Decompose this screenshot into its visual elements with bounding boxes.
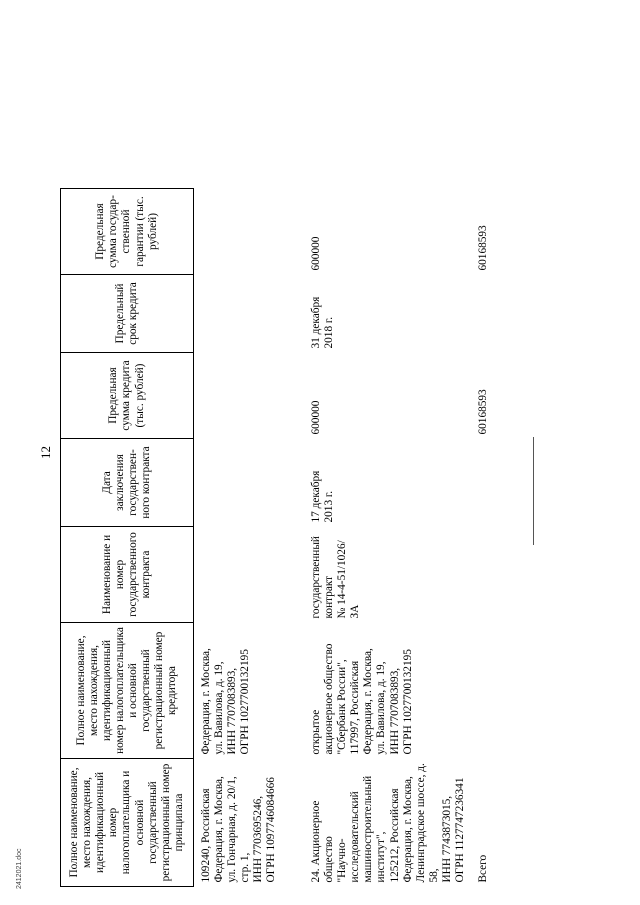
principal-cell: 109240, Российская Федерация, г. Москва, ул. Гончарная, д. 20/1, стр. 1, ИНН 7703695246, ОГРН 1097746084666 (200, 776, 278, 883)
creditor-cell: Федерация, г. Москва, ул. Вавилова, д. 19, ИНН 7707083893, ОГРН 1027700132195 (200, 648, 252, 755)
table-total-row (471, 189, 494, 887)
principal-cell: 24. Акционерное общество "Научно-исследовательский машиностроительный институт", 125212, Российская Федерация, г. Москва, Ленинградское шоссе, д. 58, ИНН 7743873015, ОГРН 1127747236341 (310, 763, 467, 883)
creditor-cell: открытое акционерное общество "Сбербанк России", 117997, Российская Федерация, г. Москва, ул. Вавилова, д. 19, ИНН 7707083893, ОГРН 1027700132195 (310, 643, 414, 755)
contract-cell (471, 527, 494, 623)
contract-cell: государственный контракт № 14-4-51/1026/ЗА (310, 536, 362, 619)
table-row (194, 189, 305, 887)
credit-sum-cell (194, 353, 305, 439)
total-guarantee-sum: 60168593 (477, 225, 490, 271)
contract-cell (194, 527, 305, 623)
table-header-row (61, 189, 194, 887)
term-cell: 31 декабря 2018 г. (310, 296, 336, 349)
header-creditor: Полное наименование, место нахождения, идентификационный номер налогоплательщика и основной государственный регистрационный номер кредитора (61, 623, 194, 759)
table-row (304, 189, 471, 887)
credit-sum-cell: 600000 (310, 400, 322, 435)
date-cell (194, 439, 305, 527)
header-guarantee-sum: Предельная сумма государ-ственной гарантии (тыс. рублей) (61, 189, 194, 275)
guarantee-sum-cell (194, 189, 305, 275)
guarantee-sum-cell: 600000 (310, 236, 322, 271)
header-credit-sum: Предельная сумма кредита (тыс. рублей) (61, 353, 194, 439)
footer-file-code: 2412021.doc (16, 848, 23, 889)
total-credit-sum: 60168593 (477, 389, 490, 435)
term-cell (471, 275, 494, 353)
date-cell: 17 декабря 2013 г. (310, 470, 336, 523)
term-cell (194, 275, 305, 353)
guarantees-table (60, 188, 494, 887)
creditor-cell (471, 623, 494, 759)
header-contract-date: Дата заключения государствен-ного контракта (61, 439, 194, 527)
page-number: 12 (38, 446, 53, 459)
header-principal: Полное наименование, место нахождения, идентификационный номер налогоплательщика и основной государственный регистрационный номер принципала (61, 759, 194, 887)
header-credit-term: Предельный срок кредита (61, 275, 194, 353)
total-label: Всего (477, 854, 490, 883)
header-contract: Наименование и номер государственного контракта (61, 527, 194, 623)
separator-line (533, 437, 534, 545)
date-cell (471, 439, 494, 527)
